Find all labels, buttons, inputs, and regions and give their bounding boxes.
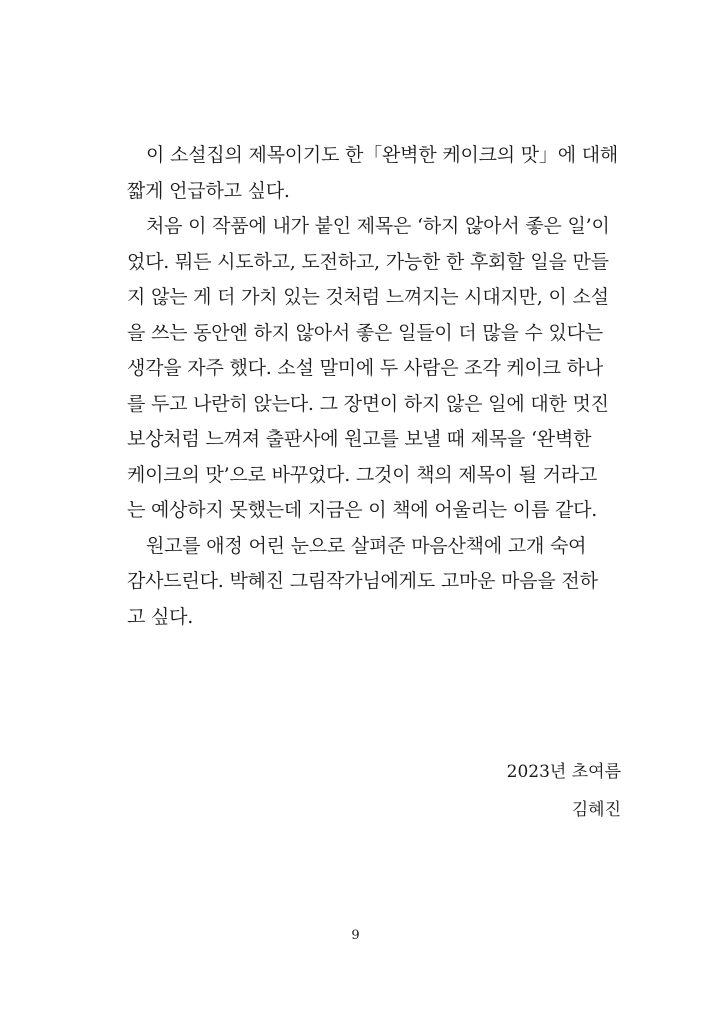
- text-line: 짧게 언급하고 싶다.: [127, 179, 290, 202]
- body-text: [127, 138, 627, 635]
- text-line: 를 두고 나란히 앉는다. 그 장면이 하지 않은 일에 대한 멋진: [127, 392, 609, 415]
- text-line: 었다. 뭐든 시도하고, 도전하고, 가능한 한 후회할 일을 만들: [127, 250, 609, 273]
- text-line: 원고를 애정 어린 눈으로 살펴준 마음산책에 고개 숙여: [146, 534, 587, 557]
- signature-date: 2023년 초여름: [506, 762, 621, 782]
- text-line: 을 쓰는 동안엔 하지 않아서 좋은 일들이 더 많을 수 있다는: [127, 321, 603, 344]
- page-number: 9: [351, 928, 360, 943]
- text-line: 생각을 자주 했다. 소설 말미에 두 사람은 조각 케이크 하나: [127, 357, 603, 379]
- signature-author: 김혜진: [571, 800, 621, 820]
- text-line: 감사드린다. 박혜진 그림작가님에게도 고마운 마음을 전하: [127, 570, 598, 592]
- text-line: 지 않는 게 더 가치 있는 것처럼 느껴지는 시대지만, 이 소설: [127, 286, 609, 308]
- text-line: 이 소설집의 제목이기도 한「완벽한 케이크의 맛」에 대해: [146, 144, 619, 166]
- text-line: 는 예상하지 못했는데 지금은 이 책에 어울리는 이름 같다.: [127, 499, 598, 521]
- text-line: 보상처럼 느껴져 출판사에 원고를 보낼 때 제목을 ‘완벽한: [127, 428, 592, 450]
- text-line: 케이크의 맛’으로 바꾸었다. 그것이 책의 제목이 될 거라고: [127, 463, 598, 486]
- text-line: 처음 이 작품에 내가 붙인 제목은 ‘하지 않아서 좋은 일’이: [146, 215, 610, 237]
- text-line: 고 싶다.: [127, 605, 194, 628]
